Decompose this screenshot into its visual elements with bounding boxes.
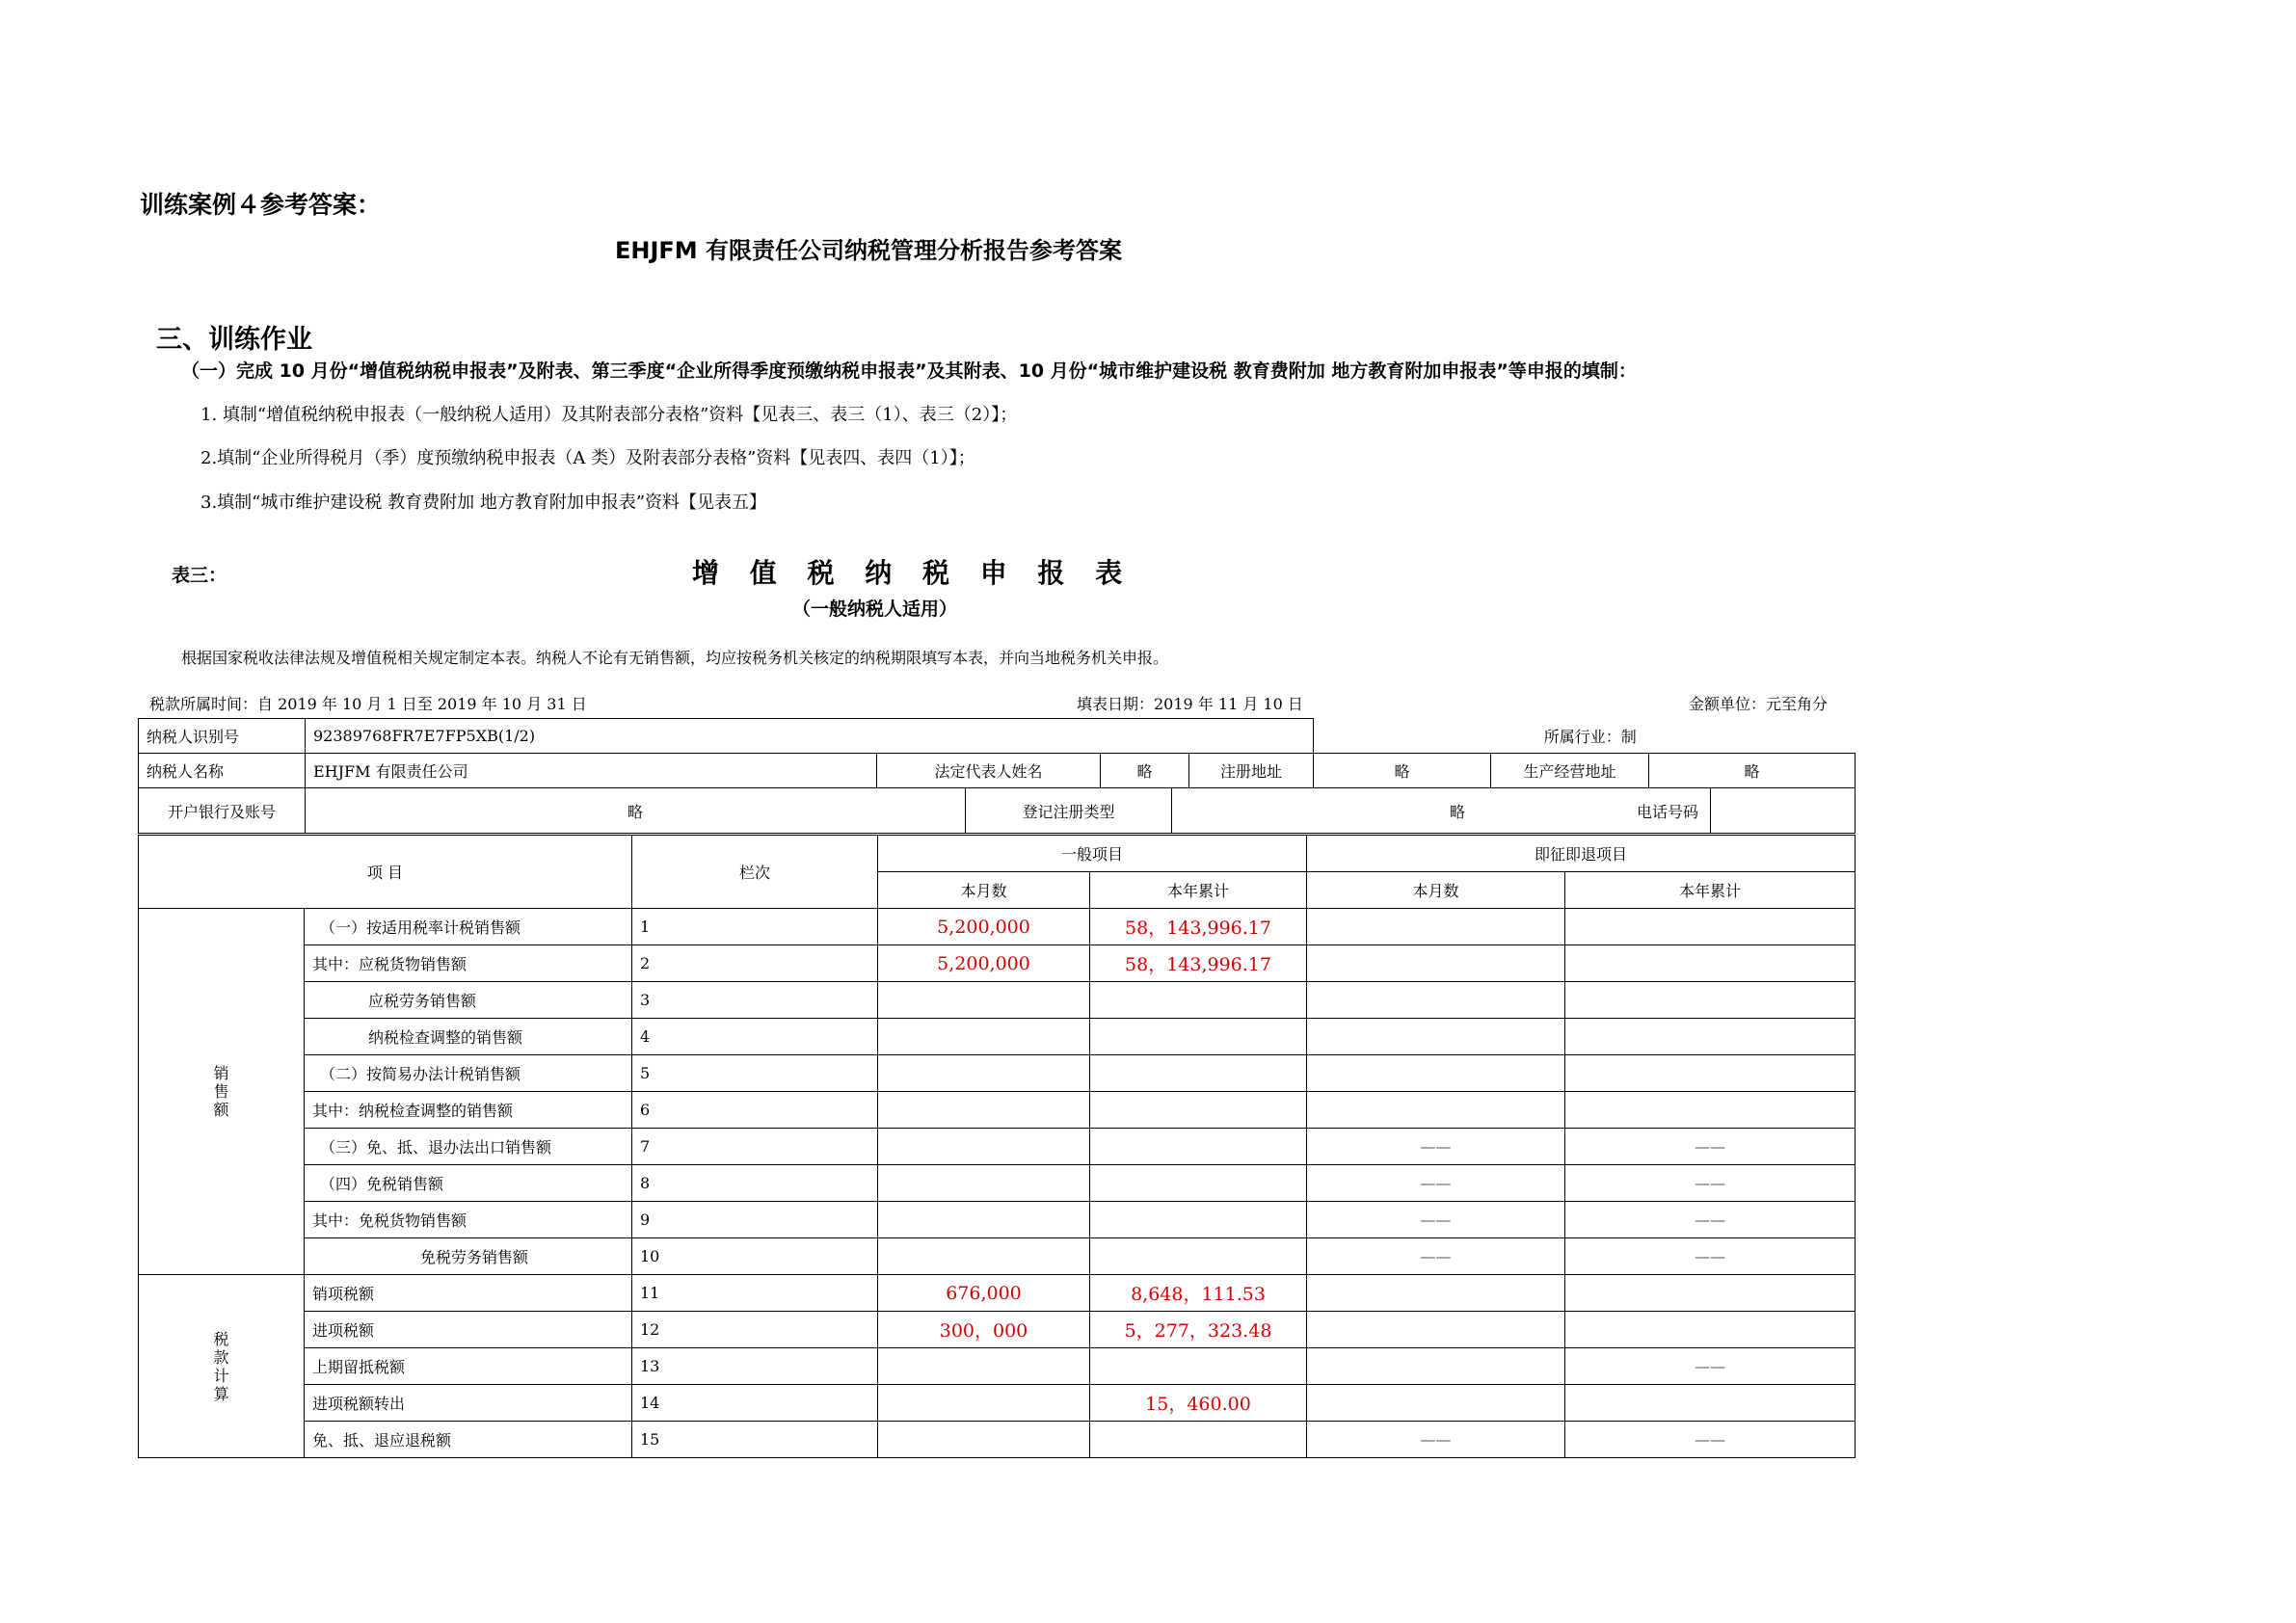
table-row: [139, 1019, 1855, 1055]
row-immediate-year: [1565, 982, 1855, 1019]
general-month-header: 本月数: [878, 872, 1090, 909]
row-immediate-year: ——: [1565, 1202, 1855, 1238]
vat-form-title: 增 值 税 纳 税 申 报 表: [692, 557, 1134, 589]
row-immediate-year: ——: [1565, 1238, 1855, 1275]
row-item: 上期留抵税额: [305, 1348, 632, 1385]
case-heading: 训练案例４参考答案：: [140, 191, 382, 219]
row-general-month: [878, 1165, 1090, 1202]
row-immediate-year: [1565, 1385, 1855, 1422]
row-immediate-year: ——: [1565, 1129, 1855, 1165]
row-immediate-month: [1307, 1055, 1565, 1092]
reg-type-label: 登记注册类型: [966, 788, 1172, 834]
phone-label: 电话号码: [1636, 803, 1698, 821]
row-general-year: 8,648，111.53: [1090, 1275, 1307, 1312]
taxpayer-info-table: [138, 718, 1855, 788]
table-row: [139, 945, 1855, 982]
taxpayer-name-label: 纳税人名称: [139, 754, 306, 788]
row-general-month: [878, 1202, 1090, 1238]
form-note: 根据国家税收法律法规及增值税相关规定制定本表。纳税人不论有无销售额，均应按税务机关核定的纳税期限填写本表，并向当地税务机关申报。: [181, 649, 1169, 667]
row-general-year: [1090, 1055, 1307, 1092]
row-immediate-month: [1307, 1348, 1565, 1385]
row-general-month: [878, 1055, 1090, 1092]
row-no: 3: [632, 982, 878, 1019]
table-row: [139, 1055, 1855, 1092]
general-year-header: 本年累计: [1090, 872, 1307, 909]
row-item: 免、抵、退应退税额: [305, 1422, 632, 1458]
row-no: 12: [632, 1312, 878, 1348]
row-general-year: [1090, 1092, 1307, 1129]
row-item: （四）免税销售额: [305, 1165, 632, 1202]
row-immediate-year: ——: [1565, 1422, 1855, 1458]
row-general-month: [878, 1019, 1090, 1055]
tax-calc-group-label: 税 款 计 算: [139, 1275, 305, 1458]
table-row: [139, 1165, 1855, 1202]
row-general-year: [1090, 1348, 1307, 1385]
row-immediate-month: [1307, 982, 1565, 1019]
item-header: 项 目: [139, 836, 632, 909]
row-general-year: 58，143,996.17: [1090, 945, 1307, 982]
table-row: [139, 1092, 1855, 1129]
row-item: 进项税额转出: [305, 1385, 632, 1422]
table-row: [139, 1348, 1855, 1385]
row-no: 13: [632, 1348, 878, 1385]
row-general-month: 676,000: [878, 1275, 1090, 1312]
row-general-year: 5，277，323.48: [1090, 1312, 1307, 1348]
table-row: [139, 1129, 1855, 1165]
row-general-year: [1090, 982, 1307, 1019]
immediate-year-header: 本年累计: [1565, 872, 1855, 909]
task-item: 3.填制“城市维护建设税 教育费附加 地方教育附加申报表”资料【见表五】: [200, 492, 767, 513]
general-items-header: 一般项目: [878, 836, 1307, 872]
column-no-header: 栏次: [632, 836, 878, 909]
row-no: 11: [632, 1275, 878, 1312]
row-item: （三）免、抵、退办法出口销售额: [305, 1129, 632, 1165]
row-no: 1: [632, 909, 878, 945]
row-general-year: [1090, 1129, 1307, 1165]
sales-group-label: 销 售 额: [139, 909, 305, 1275]
row-item: 应税劳务销售额: [305, 982, 632, 1019]
row-item: 免税劳务销售额: [305, 1238, 632, 1275]
reg-address-value: 略: [1314, 754, 1491, 788]
legal-rep-value: 略: [1101, 754, 1189, 788]
table-row: [139, 982, 1855, 1019]
row-general-month: [878, 982, 1090, 1019]
row-general-month: 5,200,000: [878, 909, 1090, 945]
immediate-month-header: 本月数: [1307, 872, 1565, 909]
row-immediate-year: [1565, 909, 1855, 945]
row-immediate-month: ——: [1307, 1238, 1565, 1275]
row-immediate-month: ——: [1307, 1202, 1565, 1238]
row-general-month: [878, 1238, 1090, 1275]
fill-date: 填表日期：2019 年 11 月 10 日: [1077, 695, 1303, 713]
row-immediate-year: [1565, 1055, 1855, 1092]
industry-label: 所属行业：制: [1314, 719, 1855, 754]
row-general-year: 58，143,996.17: [1090, 909, 1307, 945]
row-general-year: 15，460.00: [1090, 1385, 1307, 1422]
row-no: 10: [632, 1238, 878, 1275]
vat-form-subtitle: （一般纳税人适用）: [792, 599, 958, 620]
bank-info-table: [138, 787, 1855, 834]
row-general-year: [1090, 1238, 1307, 1275]
row-immediate-year: [1565, 1092, 1855, 1129]
table-label: 表三：: [172, 565, 227, 586]
table-row: [139, 1385, 1855, 1422]
row-immediate-month: ——: [1307, 1165, 1565, 1202]
row-no: 5: [632, 1055, 878, 1092]
row-general-year: [1090, 1202, 1307, 1238]
reg-type-cell: [1172, 788, 1711, 834]
row-immediate-month: [1307, 1019, 1565, 1055]
row-no: 6: [632, 1092, 878, 1129]
row-item: 其中：纳税检查调整的销售额: [305, 1092, 632, 1129]
row-item: 纳税检查调整的销售额: [305, 1019, 632, 1055]
row-immediate-year: [1565, 1275, 1855, 1312]
row-item: （一）按适用税率计税销售额: [305, 909, 632, 945]
vat-declaration-table: [138, 835, 1855, 1458]
row-immediate-month: [1307, 909, 1565, 945]
row-no: 9: [632, 1202, 878, 1238]
row-immediate-month: [1307, 1312, 1565, 1348]
task-item: 2.填制“企业所得税月（季）度预缴纳税申报表（A 类）及附表部分表格”资料【见表四、表四（1）】；: [200, 448, 975, 468]
row-no: 7: [632, 1129, 878, 1165]
row-no: 15: [632, 1422, 878, 1458]
row-immediate-year: ——: [1565, 1165, 1855, 1202]
row-general-year: [1090, 1165, 1307, 1202]
tax-period: 税款所属时间：自 2019 年 10 月 1 日至 2019 年 10 月 31 日: [149, 695, 587, 713]
row-immediate-month: [1307, 1275, 1565, 1312]
row-immediate-month: [1307, 945, 1565, 982]
row-general-month: [878, 1348, 1090, 1385]
row-item: 进项税额: [305, 1312, 632, 1348]
row-general-month: 300，000: [878, 1312, 1090, 1348]
biz-address-value: 略: [1649, 754, 1855, 788]
row-immediate-month: ——: [1307, 1422, 1565, 1458]
row-general-month: [878, 1385, 1090, 1422]
row-immediate-year: [1565, 945, 1855, 982]
taxpayer-name-value: EHJFM 有限责任公司: [306, 754, 877, 788]
taxpayer-id-label: 纳税人识别号: [139, 719, 306, 754]
row-immediate-month: [1307, 1385, 1565, 1422]
reg-address-label: 注册地址: [1189, 754, 1314, 788]
phone-value: [1711, 788, 1855, 834]
table-row: [139, 1312, 1855, 1348]
row-general-month: 5,200,000: [878, 945, 1090, 982]
row-item: 销项税额: [305, 1275, 632, 1312]
task-item: 1. 填制“增值税纳税申报表（一般纳税人适用）及其附表部分表格”资料【见表三、表三（1）、表三（2）】；: [200, 405, 1018, 425]
row-item: 其中：应税货物销售额: [305, 945, 632, 982]
row-general-month: [878, 1422, 1090, 1458]
row-no: 2: [632, 945, 878, 982]
row-no: 8: [632, 1165, 878, 1202]
row-no: 14: [632, 1385, 878, 1422]
row-general-month: [878, 1092, 1090, 1129]
legal-rep-label: 法定代表人姓名: [877, 754, 1101, 788]
row-general-month: [878, 1129, 1090, 1165]
report-title: EHJFM 有限责任公司纳税管理分析报告参考答案: [615, 237, 1123, 264]
row-immediate-year: [1565, 1019, 1855, 1055]
bank-label: 开户银行及账号: [139, 788, 306, 834]
table-row: [139, 1422, 1855, 1458]
row-no: 4: [632, 1019, 878, 1055]
table-row: [139, 909, 1855, 945]
row-immediate-month: ——: [1307, 1129, 1565, 1165]
immediate-refund-header: 即征即退项目: [1307, 836, 1855, 872]
row-item: 其中：免税货物销售额: [305, 1202, 632, 1238]
bank-value: 略: [306, 788, 966, 834]
taxpayer-id-value: 92389768FR7E7FP5XB(1/2): [306, 719, 1314, 754]
row-immediate-year: ——: [1565, 1348, 1855, 1385]
row-general-year: [1090, 1019, 1307, 1055]
reg-type-value: 略: [1450, 803, 1466, 821]
table-row: [139, 1202, 1855, 1238]
amount-unit: 金额单位：元至角分: [1689, 695, 1829, 713]
row-item: （二）按简易办法计税销售额: [305, 1055, 632, 1092]
table-row: [139, 1238, 1855, 1275]
section-heading: 三、训练作业: [156, 325, 312, 355]
row-immediate-year: [1565, 1312, 1855, 1348]
biz-address-label: 生产经营地址: [1491, 754, 1649, 788]
task-heading: （一）完成 10 月份“增值税纳税申报表”及附表、第三季度“企业所得季度预缴纳税申报表”及其附表、10 月份“城市维护建设税 教育费附加 地方教育附加申报表”等申报的填制：: [181, 360, 1637, 382]
row-immediate-month: [1307, 1092, 1565, 1129]
row-general-year: [1090, 1422, 1307, 1458]
table-row: [139, 1275, 1855, 1312]
